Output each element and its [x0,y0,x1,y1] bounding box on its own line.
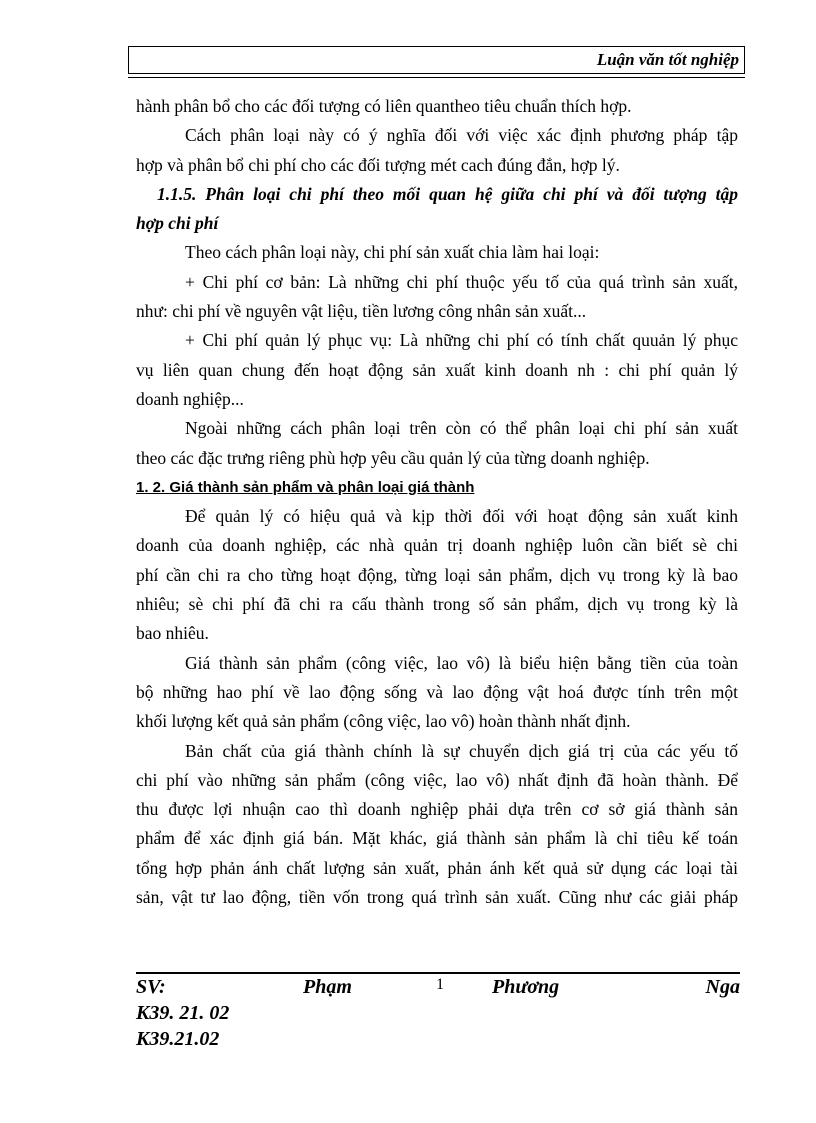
body-line: Theo cách phân loại này, chi phí sản xuất chia làm hai loại: [185,242,600,263]
body-line: như: chi phí về nguyên vật liệu, tiền lương công nhân sản xuất... [136,301,587,322]
body-line: hành phân bổ cho các đối tượng có liên quantheo tiêu chuẩn thích hợp. [136,96,632,116]
body-line: theo các đặc trưng riêng phù hợp yêu cầu quản lý của từng doanh nghiệp. [136,447,650,468]
footer-class-code: K39. 21. 02 [136,1002,230,1024]
body-line: + Chi phí cơ bản: Là những chi phí thuộc yếu tố của quá trình sản xuất, [185,271,738,292]
body-line: doanh nghiệp... [136,388,244,409]
subsection-heading-cont: hợp chi phí [136,213,219,234]
body-line: khối lượng kết quả sản phẩm (công việc, lao vô) hoàn thành nhất định. [136,711,631,732]
body-line: Bản chất của giá thành chính là sự chuyển dịch giá trị của các yếu tố [185,740,738,761]
body-line: vụ liên quan chung đến hoạt động sản xuất kinh doanh nh : chi phí quản lý [136,359,738,380]
page-footer [136,976,740,1056]
subsection-heading: 1.1.5. Phân loại chi phí theo mối quan hệ giữa chi phí và đối tượng tập [157,183,738,204]
body-line: Để quản lý có hiệu quả và kịp thời đối với hoạt động sản xuất kinh [185,506,738,527]
footer-sv-label: SV: [136,976,166,998]
document-body [136,92,738,912]
page-header [128,46,745,74]
body-line: doanh của doanh nghiệp, các nhà quản trị doanh nghiệp luôn cần biết sè chi [136,535,738,556]
body-line: bao nhiêu. [136,623,209,644]
body-line: Giá thành sản phẩm (công việc, lao vô) là biểu hiện bằng tiền của toàn [185,652,738,673]
footer-name-last: Nga [705,976,740,998]
body-line: phí cần chi ra cho từng hoạt động, từng loại sản phẩm, dịch vụ trong kỳ là bao [136,564,738,585]
body-line: hợp và phân bổ chi phí cho các đối tượng mét cach đúng đắn, hợp lý. [136,154,620,175]
body-line: bộ những hao phí về lao động sống và lao động vật hoá được tính trên một [136,681,738,702]
section-heading: 1. 2. Giá thành sản phẩm và phân loại giá thành [136,478,475,496]
footer-name-middle: Phương [492,976,560,998]
body-line: phẩm để xác định giá bán. Mặt khác, giá thành sản phẩm là chỉ tiêu kế toán [136,828,738,849]
body-line: nhiêu; sè chi phí đã chi ra cấu thành trong số sản phẩm, dịch vụ trong kỳ là [136,594,738,615]
footer-class-code-alt: K39.21.02 [136,1028,220,1050]
body-line: + Chi phí quản lý phục vụ: Là những chi phí có tính chất quuản lý phục [185,330,738,351]
header-rule [128,77,745,78]
body-line: tổng hợp phản ánh chất lượng sản xuất, phản ánh kết quả sử dụng các loại tài [136,857,738,878]
footer-rule [136,972,740,974]
body-line: sản, vật tư lao động, tiền vốn trong quá trình sản xuất. Cũng như các giải pháp [136,887,738,908]
header-title: Luận văn tốt nghiệp [596,50,739,69]
footer-name-first: Phạm [303,976,352,998]
body-line: chi phí vào những sản phẩm (công việc, lao vô) nhất định đã hoàn thành. Để [136,769,738,790]
body-line: Ngoài những cách phân loại trên còn có thể phân loại chi phí sản xuất [185,418,738,439]
body-line: Cách phân loại này có ý nghĩa đối với việc xác định phương pháp tập [185,125,738,146]
page-number: 1 [436,976,444,993]
body-line: thu được lợi nhuận cao thì doanh nghiệp phải dựa trên cơ sở giá thành sản [136,799,738,820]
